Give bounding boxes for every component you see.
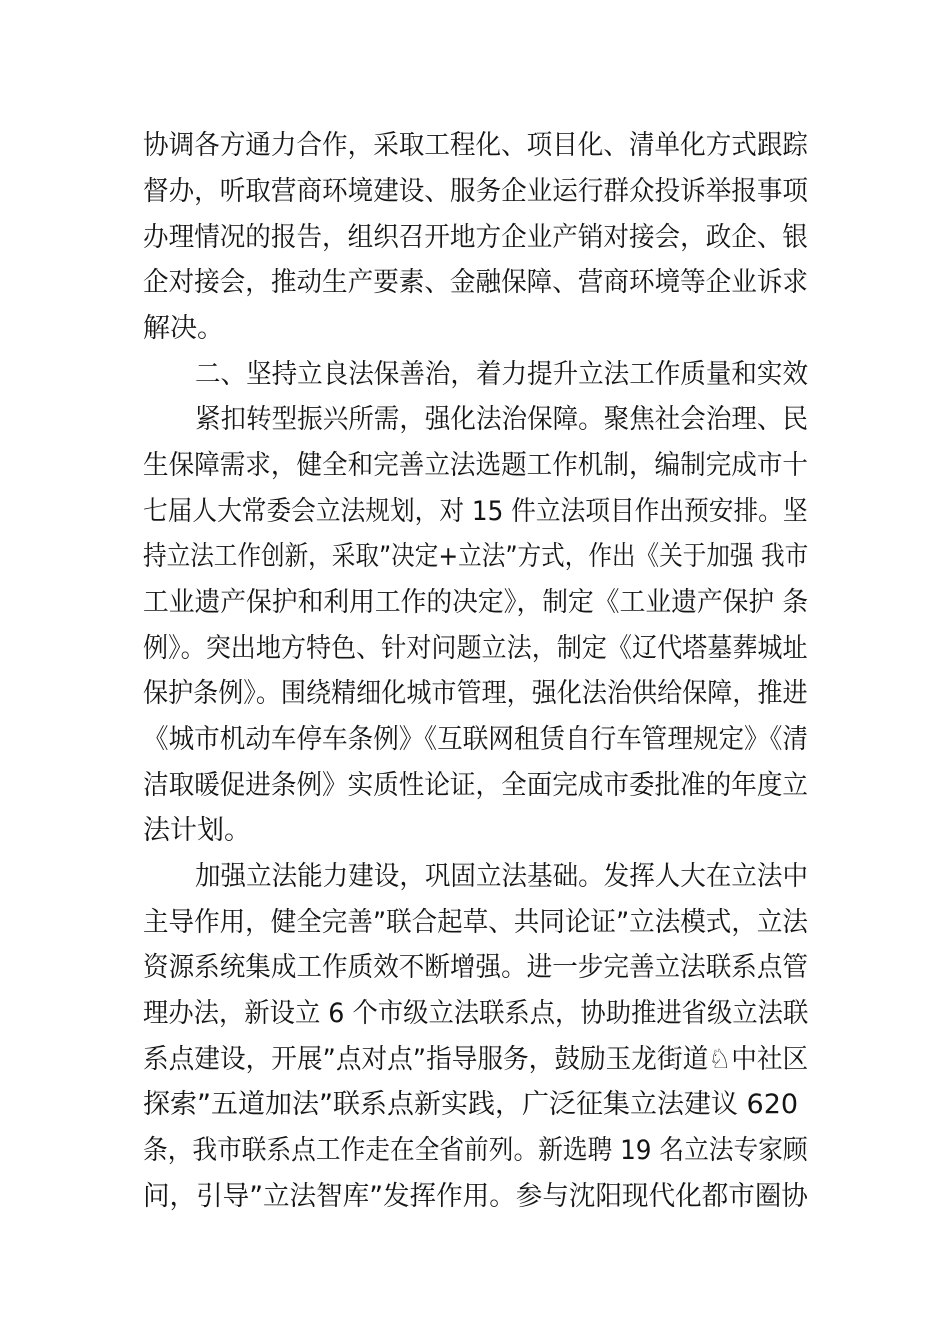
text-line: 法计划。 <box>143 815 251 846</box>
text-line: 例》。突出地方特色、针对问题立法，制定《辽代塔墓葬城址 <box>143 633 808 664</box>
text-line: 解决。 <box>143 313 224 344</box>
text-line: 理办法，新设立 6 个市级立法联系点，协助推进省级立法联 <box>143 998 809 1029</box>
text-line: 问，引导”立法智库”发挥作用。参与沈阳现代化都市圈协 <box>143 1181 808 1212</box>
text-line: 资源系统集成工作质效不断增强。进一步完善立法联系点管 <box>143 952 809 983</box>
text-line: 督办，听取营商环境建设、服务企业运行群众投诉举报事项 <box>143 176 809 207</box>
text-line: 工业遗产保护和利用工作的决定》，制定《工业遗产保护 条 <box>143 587 809 618</box>
text-line: 系点建设，开展”点对点”指导服务，鼓励玉龙街道♘中社区 <box>143 1044 809 1075</box>
text-line: 《城市机动车停车条例》《互联网租赁自行车管理规定》《清 <box>143 724 809 755</box>
text-line: 企对接会，推动生产要素、金融保障、营商环境等企业诉求 <box>143 267 809 298</box>
text-line: 条，我市联系点工作走在全省前列。新选聘 19 名立法专家顾 <box>143 1135 808 1166</box>
text-line: 七届人大常委会立法规划，对 15 件立法项目作出预安排。坚 <box>143 496 808 527</box>
text-line: 保护条例》。围绕精细化城市管理，强化法治供给保障，推进 <box>143 678 808 709</box>
text-line: 主导作用，健全完善”联合起草、共同论证”立法模式，立法 <box>143 907 808 938</box>
section-heading: 二、坚持立良法保善治，着力提升立法工作质量和实效 <box>195 359 809 390</box>
text-line: 生保障需求，健全和完善立法选题工作机制，编制完成市十 <box>143 450 809 481</box>
text-line: 紧扣转型振兴所需，强化法治保障。聚焦社会治理、民 <box>195 404 809 435</box>
text-line: 加强立法能力建设，巩固立法基础。发挥人大在立法中 <box>195 861 809 892</box>
text-line: 办理情况的报告，组织召开地方企业产销对接会，政企、银 <box>143 222 809 253</box>
text-line: 洁取暖促进条例》实质性论证，全面完成市委批准的年度立 <box>143 770 809 801</box>
text-line: 探索”五道加法”联系点新实践，广泛征集立法建议 620 <box>143 1089 799 1120</box>
text-line: 协调各方通力合作，采取工程化、项目化、清单化方式跟踪 <box>143 130 809 161</box>
text-line: 持立法工作创新，采取”决定+立法”方式，作出《关于加强 我市 <box>143 541 809 572</box>
